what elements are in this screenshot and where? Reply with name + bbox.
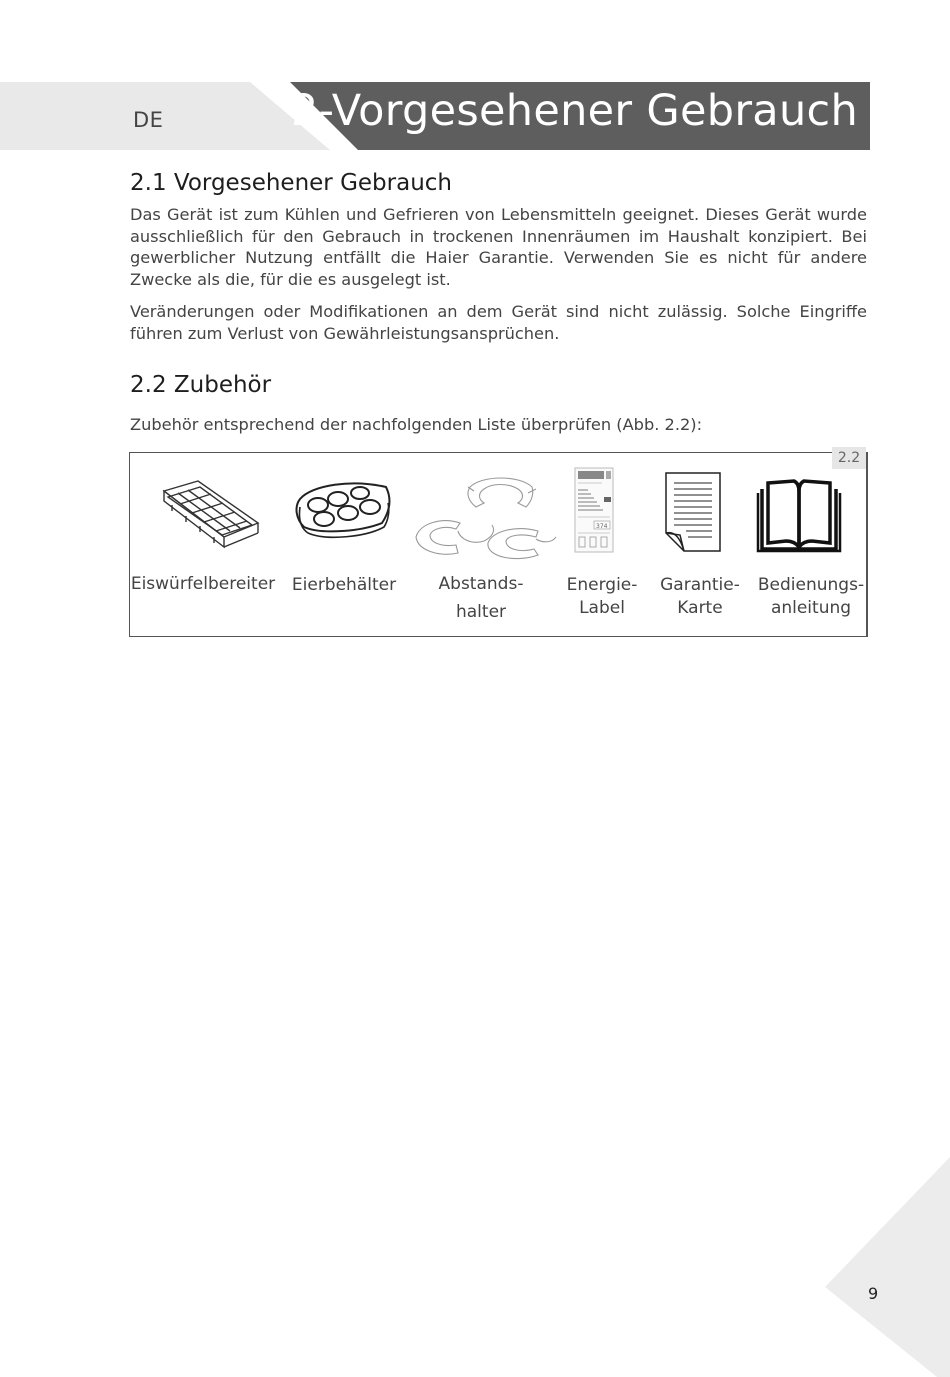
accessory-label-manual-line2: anleitung <box>770 598 852 618</box>
language-tab-background <box>0 82 330 150</box>
page-corner-tab <box>825 1157 950 1377</box>
ice-tray-icon <box>158 477 264 549</box>
accessory-label-warranty-line1: Garantie- <box>660 575 740 595</box>
chapter-title: 2-Vorgesehener Gebrauch <box>290 86 858 136</box>
energy-label-icon <box>574 467 614 553</box>
accessory-label-energy-line1: Energie- <box>566 575 638 595</box>
section-heading-intended-use: 2.1 Vorgesehener Gebrauch <box>130 170 452 196</box>
accessories-intro: Zubehör entsprechend der nachfolgenden Liste überprüfen (Abb. 2.2): <box>130 415 703 434</box>
manual-book-icon <box>756 477 842 553</box>
accessory-label-ice-tray: Eiswürfelbereiter <box>130 574 276 594</box>
accessory-label-spacer-line1: Abstands- <box>438 574 524 594</box>
accessory-label-manual-line1: Bedienungs- <box>757 575 865 595</box>
page-number: 9 <box>868 1284 879 1303</box>
language-code: DE <box>133 108 164 132</box>
accessories-figure <box>129 452 868 637</box>
spacer-icon <box>412 473 558 569</box>
accessory-label-energy-line2: Label <box>579 598 625 618</box>
accessory-label-warranty-line2: Karte <box>677 598 723 618</box>
warranty-card-icon <box>662 471 724 553</box>
figure-label: 2.2 <box>832 447 866 469</box>
energy-label-value: 374 <box>596 523 608 530</box>
section-heading-accessories: 2.2 Zubehör <box>130 372 272 398</box>
modification-paragraph: Veränderungen oder Modifikationen an dem Gerät sind nicht zulässig. Solche Eingriffe führen zum Verlust von Gewährleistungsansprüchen. <box>130 302 867 343</box>
egg-tray-icon <box>292 477 394 543</box>
accessory-label-egg-tray: Eierbehälter <box>291 575 397 595</box>
accessory-label-spacer-line2: halter <box>455 602 507 622</box>
intended-use-paragraph: Das Gerät ist zum Kühlen und Gefrieren von Lebensmitteln geeignet. Dieses Gerät wurde ausschließlich für den Gebrauch in trockenen Innenräumen im Haushalt konzipiert. Bei gewerblicher Nutzung entfällt die Haier Garantie. Verwenden Sie es nicht für andere Zwecke als die, für die es ausgelegt ist. <box>130 205 867 289</box>
